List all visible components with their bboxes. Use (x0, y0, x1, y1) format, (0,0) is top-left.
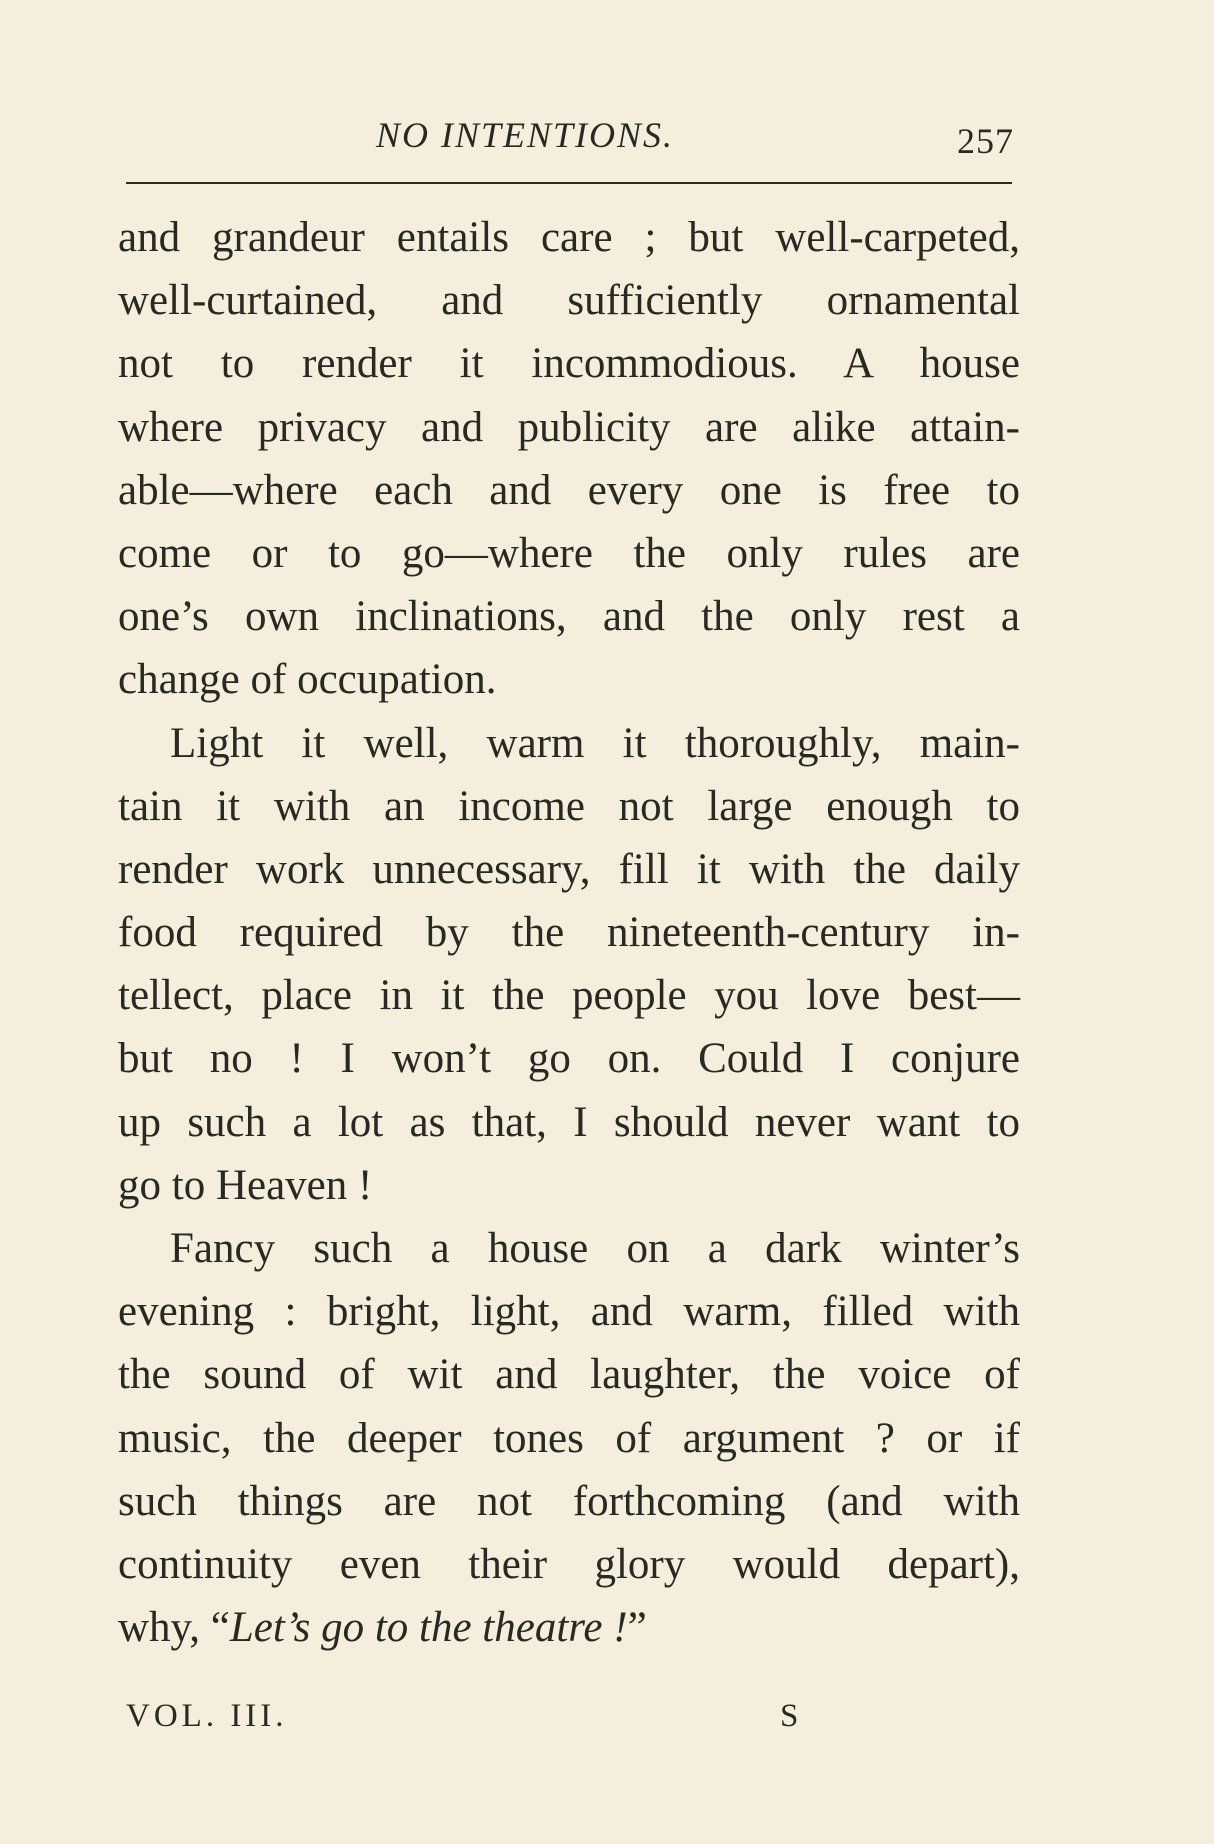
text-line: come or to go—where the only rules are (118, 529, 1020, 577)
running-title: NO INTENTIONS. (375, 115, 675, 155)
text-line: able—where each and every one is free to (118, 466, 1020, 514)
text-line: food required by the nineteenth-century in- (118, 909, 1020, 957)
page-footer (120, 1684, 1020, 1744)
page-number: 257 (957, 121, 1014, 161)
text-line: evening : bright, light, and warm, filled with (118, 1288, 1020, 1336)
text-line: the sound of wit and laughter, the voice of (118, 1351, 1020, 1399)
running-head (120, 100, 1020, 161)
final-text-line (118, 1596, 1020, 1659)
volume-label: VOL. III. (126, 1698, 288, 1734)
text-line: render work unnecessary, fill it with the daily (118, 845, 1020, 893)
text-line: music, the deeper tones of argument ? or if (118, 1414, 1020, 1462)
text-line: up such a lot as that, I should never want to (118, 1098, 1020, 1146)
signature-mark: S (780, 1698, 803, 1734)
text-line: not to render it incommodious. A house (118, 340, 1020, 388)
text-line: tain it with an income not large enough to (118, 782, 1020, 830)
text-line: where privacy and publicity are alike attain- (118, 403, 1020, 451)
paragraph-start-line: Fancy such a house on a dark winter’s (170, 1225, 1020, 1272)
text-line: such things are not forthcoming (and with (118, 1477, 1020, 1525)
text-line: change of occupation. (118, 656, 497, 704)
text-line: tellect, place in it the people you love best— (118, 972, 1020, 1020)
text-line: well-curtained, and sufficiently ornamental (118, 277, 1020, 325)
text-line: continuity even their glory would depart), (118, 1540, 1020, 1588)
text-line: but no ! I won’t go on. Could I conjure (118, 1035, 1020, 1083)
final-line-prefix: why, “ (118, 1604, 230, 1652)
text-line: go to Heaven ! (118, 1161, 373, 1209)
header-rule (126, 182, 1012, 184)
text-line: and grandeur entails care ; but well-carpeted, (118, 214, 1020, 261)
paragraph-start-line: Light it well, warm it thoroughly, main- (170, 719, 1020, 767)
final-line-italic: Let’s go to the theatre ! (229, 1604, 628, 1652)
text-line: one’s own inclinations, and the only rest a (118, 593, 1020, 641)
final-line-suffix: ” (627, 1604, 647, 1652)
body-text (118, 206, 1020, 1659)
